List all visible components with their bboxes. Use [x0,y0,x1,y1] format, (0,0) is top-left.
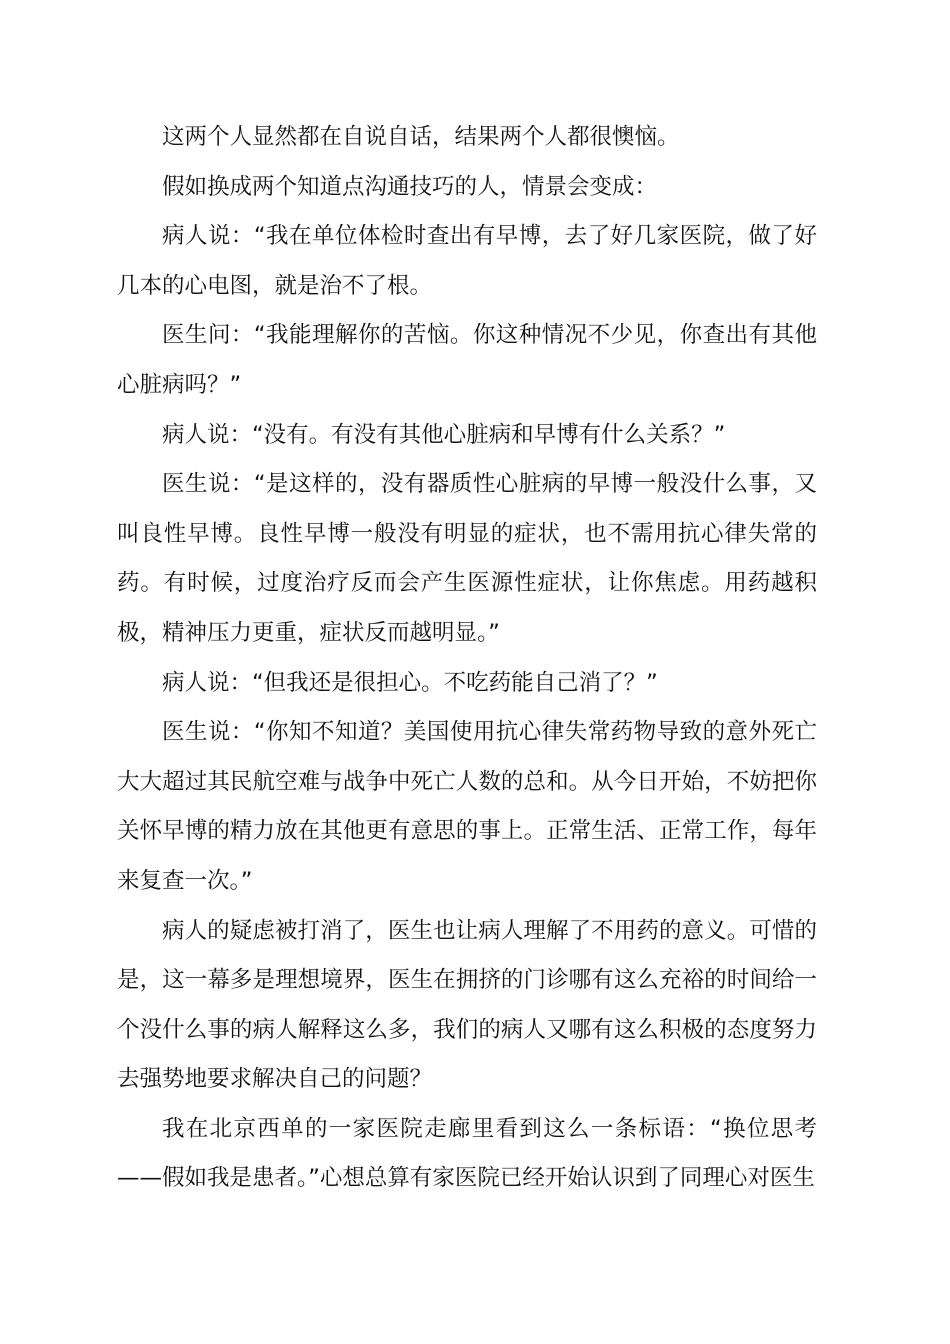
body-text [117,113,817,1204]
paragraph: 病人说：“没有。有没有其他心脏病和早博有什么关系？” [162,421,726,448]
paragraph: 医生问：“我能理解你的苦恼。你这种情况不少见，你查出有其他心脏病吗？” [117,322,817,398]
paragraph: 医生说：“你知不知道？美国使用抗心律失常药物导致的意外死亡大大超过其民航空难与战争中死亡人数的总和。从今日开始，不妨把你关怀早博的精力放在其他更有意思的事上。正常生活、正常工作，每年来复查一次。” [117,719,817,894]
paragraph: 医生说：“是这样的，没有器质性心脏病的早博一般没什么事，又叫良性早博。良性早博一般没有明显的症状，也不需用抗心律失常的药。有时候，过度治疗反而会产生医源性症状，让你焦虑。用药越积极，精神压力更重，症状反而越明显。” [117,471,817,646]
paragraph: 病人说：“但我还是很担心。不吃药能自己消了？” [162,669,658,696]
paragraph: 我在北京西单的一家医院走廊里看到这么一条标语：“换位思考——假如我是患者。”心想总算有家医院已经开始认识到了同理心对医生 [117,1115,817,1192]
paragraph: 这两个人显然都在自说自话，结果两个人都很懊恼。 [162,124,680,150]
paragraph: 病人说：“我在单位体检时查出有早博，去了好几家医院，做了好几本的心电图，就是治不了根。 [117,223,817,299]
paragraph: 病人的疑虑被打消了，医生也让病人理解了不用药的意义。可惜的是，这一幕多是理想境界，医生在拥挤的门诊哪有这么充裕的时间给一个没什么事的病人解释这么多，我们的病人又哪有这么积极的态度努力去强势地要求解决自己的问题？ [117,917,817,1093]
paragraph: 假如换成两个知道点沟通技巧的人，情景会变成： [162,173,658,200]
